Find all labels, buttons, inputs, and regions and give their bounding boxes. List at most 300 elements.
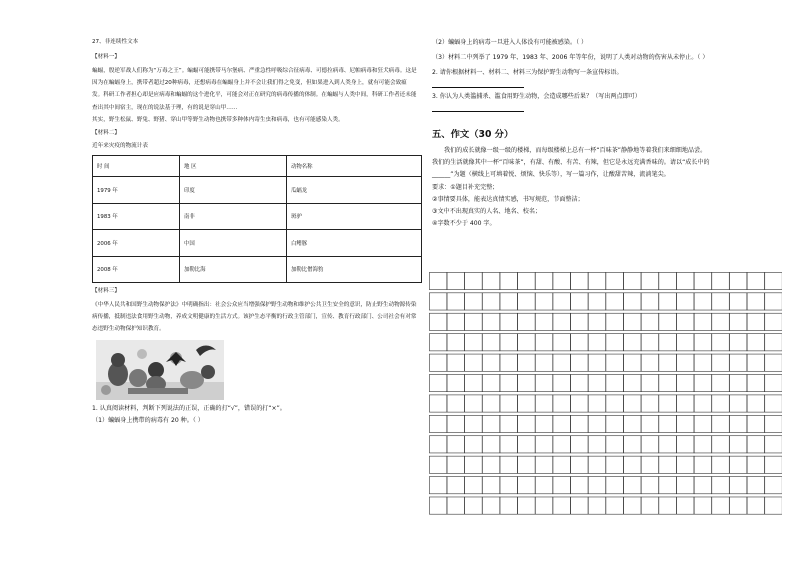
grid-cell[interactable] [729,272,746,289]
grid-cell[interactable] [429,354,446,371]
grid-cell[interactable] [765,374,782,391]
grid-cell[interactable] [712,497,729,514]
grid-cell[interactable] [606,436,623,453]
grid-cell[interactable] [465,334,482,351]
grid-cell[interactable] [641,456,658,473]
grid-cell[interactable] [765,313,782,330]
grid-cell[interactable] [659,374,676,391]
grid-cell[interactable] [518,293,535,310]
grid-cell[interactable] [447,477,464,494]
table-row [93,230,422,257]
grid-cell[interactable] [518,313,535,330]
grid-cell[interactable] [535,293,552,310]
grid-cell[interactable] [624,313,641,330]
table-cell: 斑驴 [287,203,422,230]
grid-cell[interactable] [729,497,746,514]
grid-cell[interactable] [571,497,588,514]
essay-prompt-line-3: ______”为题（横线上可填着悦、烦恼、快乐等），写一篇习作，让酸甜苦辣，流淌笔尖。 [432,171,670,178]
grid-cell[interactable] [765,334,782,351]
grid-cell[interactable] [553,272,570,289]
grid-cell[interactable] [694,395,711,412]
grid-cell[interactable] [694,272,711,289]
grid-cell[interactable] [624,374,641,391]
grid-cell[interactable] [553,313,570,330]
grid-cell[interactable] [535,334,552,351]
grid-cell[interactable] [677,313,694,330]
table-caption: 近年来灾疫的物流计表 [92,143,148,150]
grid-cell[interactable] [729,456,746,473]
grid-cell[interactable] [641,395,658,412]
left-column [92,38,422,425]
grid-cell[interactable] [694,374,711,391]
grid-cell[interactable] [747,272,764,289]
grid-cell[interactable] [447,456,464,473]
table-cell: 1983 年 [93,203,180,230]
grid-cell[interactable] [677,334,694,351]
grid-cell[interactable] [765,395,782,412]
grid-cell[interactable] [482,334,499,351]
grid-cell[interactable] [641,374,658,391]
grid-cell[interactable] [535,456,552,473]
grid-cell[interactable] [571,374,588,391]
grid-cell[interactable] [571,456,588,473]
grid-cell[interactable] [765,272,782,289]
grid-cell[interactable] [747,497,764,514]
grid-cell[interactable] [482,272,499,289]
grid-cell[interactable] [694,456,711,473]
grid-cell[interactable] [482,293,499,310]
grid-cell[interactable] [447,436,464,453]
grid-cell[interactable] [429,272,446,289]
grid-cell[interactable] [677,477,694,494]
table-cell: 瓜蝠龙 [287,177,422,204]
grid-cell[interactable] [553,374,570,391]
grid-cell[interactable] [694,293,711,310]
grid-cell[interactable] [624,354,641,371]
grid-cell[interactable] [694,477,711,494]
grid-cell[interactable] [659,334,676,351]
grid-cell[interactable] [447,272,464,289]
table-header-row [93,156,422,177]
grid-cell[interactable] [712,313,729,330]
grid-row[interactable] [429,313,782,330]
grid-cell[interactable] [729,334,746,351]
grid-cell[interactable] [765,497,782,514]
grid-cell[interactable] [588,272,605,289]
grid-row[interactable] [429,436,782,453]
grid-cell[interactable] [518,272,535,289]
grid-cell[interactable] [712,374,729,391]
grid-cell[interactable] [553,477,570,494]
table-row [93,203,422,230]
grid-cell[interactable] [729,293,746,310]
grid-cell[interactable] [747,477,764,494]
grid-cell[interactable] [447,354,464,371]
grid-cell[interactable] [500,334,517,351]
grid-cell[interactable] [624,293,641,310]
grid-cell[interactable] [677,354,694,371]
grid-cell[interactable] [588,477,605,494]
grid-cell[interactable] [624,436,641,453]
grid-cell[interactable] [518,415,535,432]
grid-cell[interactable] [465,272,482,289]
grid-cell[interactable] [712,436,729,453]
grid-cell[interactable] [659,354,676,371]
grid-cell[interactable] [712,395,729,412]
grid-cell[interactable] [677,456,694,473]
answer-line[interactable] [432,101,524,112]
grid-cell[interactable] [588,456,605,473]
grid-cell[interactable] [571,272,588,289]
table-cell: 南非 [180,203,287,230]
table-row [93,177,422,204]
grid-cell[interactable] [694,415,711,432]
grid-cell[interactable] [500,456,517,473]
grid-cell[interactable] [588,497,605,514]
grid-cell[interactable] [606,293,623,310]
essay-requirement-3: ③文中不出现真实的人名、地名、校名； [432,208,542,215]
grid-cell[interactable] [677,497,694,514]
grid-cell[interactable] [659,477,676,494]
grid-cell[interactable] [482,354,499,371]
grid-cell[interactable] [677,293,694,310]
grid-cell[interactable] [765,293,782,310]
grid-cell[interactable] [712,456,729,473]
grid-cell[interactable] [606,477,623,494]
grid-cell[interactable] [571,436,588,453]
table-cell: 白鳍豚 [287,230,422,257]
grid-cell[interactable] [500,395,517,412]
question-2-prompt: 2. 请你根据材料一、材料二、材料三为保护野生动物写一条宣传标语。 [432,69,623,76]
grid-cell[interactable] [624,415,641,432]
grid-cell[interactable] [553,456,570,473]
grid-row[interactable] [429,477,782,494]
grid-cell[interactable] [729,395,746,412]
grid-cell[interactable] [482,415,499,432]
grid-cell[interactable] [677,374,694,391]
grid-cell[interactable] [535,436,552,453]
grid-cell[interactable] [694,436,711,453]
grid-cell[interactable] [500,415,517,432]
grid-cell[interactable] [429,313,446,330]
grid-cell[interactable] [659,272,676,289]
grid-row[interactable] [429,334,782,351]
grid-cell[interactable] [624,334,641,351]
grid-cell[interactable] [694,497,711,514]
grid-cell[interactable] [694,313,711,330]
grid-cell[interactable] [465,456,482,473]
material-3-label: 【材料三】 [92,288,120,295]
grid-cell[interactable] [535,415,552,432]
question-3-prompt: 3. 你认为人类滥捕杀、滥食用野生动物，会造成哪些后果？（写出两点即可） [432,93,641,100]
grid-row[interactable] [429,354,782,371]
grid-cell[interactable] [606,456,623,473]
grid-cell[interactable] [641,272,658,289]
grid-cell[interactable] [518,395,535,412]
extinction-table [92,155,422,283]
grid-cell[interactable] [447,293,464,310]
grid-cell[interactable] [606,374,623,391]
grid-cell[interactable] [712,477,729,494]
grid-cell[interactable] [535,272,552,289]
grid-row[interactable] [429,497,782,514]
grid-cell[interactable] [535,354,552,371]
grid-cell[interactable] [535,374,552,391]
essay-requirement-4: ④字数不少于 400 字。 [432,220,496,227]
grid-cell[interactable] [729,415,746,432]
table-row [93,256,422,283]
essay-requirement-1: 要求：①题目补充完整； [432,184,499,191]
grid-cell[interactable] [465,374,482,391]
grid-cell[interactable] [765,415,782,432]
grid-cell[interactable] [729,354,746,371]
grid-cell[interactable] [518,436,535,453]
material-1-paragraph: 其实，野生松鼠、野兔、野猪、穿山甲等野生动物也携带多种体内寄生虫和病毒，也有可能感染人类。 [92,116,344,123]
grid-cell[interactable] [482,395,499,412]
grid-cell[interactable] [712,415,729,432]
question-27-title: 27、非连续性文本 [92,39,139,45]
table-cell: 2008 年 [93,256,180,283]
grid-cell[interactable] [465,395,482,412]
grid-cell[interactable] [729,436,746,453]
grid-cell[interactable] [553,354,570,371]
question-1-item-3: （3）材料二中列举了 1979 年、1983 年、2006 年等年份，说明了人类对动物的伤害从未停止。（ ） [432,54,709,61]
grid-row[interactable] [429,456,782,473]
grid-cell[interactable] [765,436,782,453]
grid-cell[interactable] [677,436,694,453]
grid-cell[interactable] [518,497,535,514]
essay-prompt-line-2: 我们的生活就像其中一杯“百味茶”，有甜、有酸、有苦、有辣，但它是永远充满香味的。请以“成长中的 [432,159,710,166]
grid-cell[interactable] [641,354,658,371]
grid-cell[interactable] [465,354,482,371]
grid-cell[interactable] [500,436,517,453]
grid-cell[interactable] [429,334,446,351]
grid-cell[interactable] [571,415,588,432]
grid-cell[interactable] [588,436,605,453]
grid-row[interactable] [429,374,782,391]
grid-cell[interactable] [482,477,499,494]
grid-cell[interactable] [641,436,658,453]
grid-cell[interactable] [518,477,535,494]
grid-cell[interactable] [500,313,517,330]
grid-cell[interactable] [429,436,446,453]
grid-cell[interactable] [535,395,552,412]
table-header-cell: 地 区 [180,156,287,177]
table-header-cell: 动物名称 [287,156,422,177]
grid-cell[interactable] [747,313,764,330]
grid-cell[interactable] [606,415,623,432]
grid-cell[interactable] [553,395,570,412]
grid-cell[interactable] [535,497,552,514]
grid-cell[interactable] [429,456,446,473]
grid-cell[interactable] [747,395,764,412]
grid-cell[interactable] [447,313,464,330]
grid-cell[interactable] [747,456,764,473]
grid-cell[interactable] [624,395,641,412]
table-cell: 加勒比海 [180,256,287,283]
grid-cell[interactable] [571,477,588,494]
grid-cell[interactable] [747,293,764,310]
grid-cell[interactable] [606,313,623,330]
grid-cell[interactable] [659,313,676,330]
grid-cell[interactable] [624,272,641,289]
table-header-cell: 时 间 [93,156,180,177]
material-3-text: 《中华人民共和国野生动物保护法》中明确指出：社会公众应当增强保护野生动物和维护公共卫生安全的意识，防止野生动物源传染病传播，抵制违法食用野生动物，养成文明健康的生活方式。该护生态平衡的行政主管部门，宣传、教育行政部门、公司社会有对常态违野生动物保护知识教育。 [92,302,417,333]
table-cell: 2006 年 [93,230,180,257]
grid-cell[interactable] [677,395,694,412]
grid-cell[interactable] [659,436,676,453]
table-cell: 中国 [180,230,287,257]
grid-cell[interactable] [429,477,446,494]
grid-cell[interactable] [465,497,482,514]
grid-cell[interactable] [641,313,658,330]
grid-cell[interactable] [447,374,464,391]
grid-cell[interactable] [571,313,588,330]
grid-cell[interactable] [712,272,729,289]
grid-cell[interactable] [712,334,729,351]
grid-cell[interactable] [447,497,464,514]
grid-cell[interactable] [500,477,517,494]
grid-cell[interactable] [606,354,623,371]
grid-cell[interactable] [624,456,641,473]
grid-cell[interactable] [588,395,605,412]
grid-cell[interactable] [465,436,482,453]
grid-cell[interactable] [747,415,764,432]
right-column [432,38,768,228]
grid-cell[interactable] [747,374,764,391]
grid-cell[interactable] [747,436,764,453]
grid-cell[interactable] [518,354,535,371]
grid-cell[interactable] [535,477,552,494]
grid-cell[interactable] [518,456,535,473]
grid-cell[interactable] [482,497,499,514]
grid-cell[interactable] [447,395,464,412]
section-5-heading: 五、作文（30 分） [432,129,514,140]
grid-cell[interactable] [518,334,535,351]
composition-grid-lines[interactable] [429,272,782,517]
grid-cell[interactable] [500,354,517,371]
grid-cell[interactable] [624,477,641,494]
composition-grid[interactable] [429,272,782,517]
grid-cell[interactable] [465,477,482,494]
question-1-item-2: （2）蝙蝠身上的病毒一旦进入人体没有可能被感染。（ ） [432,39,588,46]
grid-cell[interactable] [588,374,605,391]
material-1-paragraph: 蝙蝠，殷逆军战人们称为“万毒之王”。蝙蝠可能携带马尔堡病、严重急性呼吸综合征病毒、可德拉病毒、尼帕病毒和狂犬病毒。这是因为在蝙蝠身上，携带者超过20种病毒，还想病毒在蝙蝠身上并不会让我们得之免变，但如果进入到人类身上，就有可能会致瘟发。科研工作者担心却是应病毒和蝙蝠的这个进化平，可能会对正在研究的病毒传播的体制。在蝙蝠与人类中间，科研工作者还未能查出其中间宿主，现在的说法基于理，有的说是穿山甲…… [92,68,417,111]
grid-cell[interactable] [641,293,658,310]
essay-prompt-line-1: 我们的成长就像一级一级的楼梯，而每级楼梯上总有一杯“百味茶”静静地等着我们来细细地品尝。 [444,147,707,154]
grid-cell[interactable] [553,293,570,310]
grid-cell[interactable] [641,497,658,514]
grid-row[interactable] [429,395,782,412]
grid-cell[interactable] [694,334,711,351]
grid-cell[interactable] [429,415,446,432]
grid-cell[interactable] [571,354,588,371]
grid-cell[interactable] [482,374,499,391]
grid-cell[interactable] [482,313,499,330]
grid-cell[interactable] [500,374,517,391]
grid-cell[interactable] [429,497,446,514]
grid-cell[interactable] [429,395,446,412]
grid-cell[interactable] [765,456,782,473]
grid-cell[interactable] [659,415,676,432]
grid-cell[interactable] [729,477,746,494]
grid-cell[interactable] [429,374,446,391]
grid-cell[interactable] [712,293,729,310]
grid-cell[interactable] [641,477,658,494]
grid-cell[interactable] [765,354,782,371]
grid-cell[interactable] [588,354,605,371]
table-cell: 印度 [180,177,287,204]
grid-cell[interactable] [659,497,676,514]
grid-cell[interactable] [482,436,499,453]
grid-cell[interactable] [429,293,446,310]
grid-cell[interactable] [465,415,482,432]
grid-cell[interactable] [465,293,482,310]
grid-cell[interactable] [518,374,535,391]
grid-cell[interactable] [641,334,658,351]
grid-cell[interactable] [588,313,605,330]
grid-cell[interactable] [588,293,605,310]
grid-cell[interactable] [500,272,517,289]
grid-cell[interactable] [606,272,623,289]
grid-cell[interactable] [624,497,641,514]
grid-cell[interactable] [677,415,694,432]
grid-cell[interactable] [553,415,570,432]
grid-cell[interactable] [571,395,588,412]
grid-cell[interactable] [712,354,729,371]
grid-cell[interactable] [606,334,623,351]
question-1-prompt: 1. 认真阅读材料，判断下列说法的正误，正确的打“√”，错误的打“×”。 [92,404,286,412]
material-2-label: 【材料二】 [92,130,120,137]
table-cell: 加勒比僧海豹 [287,256,422,283]
grid-cell[interactable] [482,456,499,473]
grid-cell[interactable] [447,415,464,432]
grid-cell[interactable] [747,354,764,371]
grid-row[interactable] [429,293,782,310]
grid-cell[interactable] [571,334,588,351]
grid-cell[interactable] [553,497,570,514]
grid-cell[interactable] [447,334,464,351]
grid-cell[interactable] [571,293,588,310]
grid-cell[interactable] [553,436,570,453]
grid-cell[interactable] [694,354,711,371]
grid-cell[interactable] [747,334,764,351]
grid-row[interactable] [429,272,782,289]
grid-cell[interactable] [659,293,676,310]
grid-cell[interactable] [641,415,658,432]
grid-cell[interactable] [500,497,517,514]
grid-cell[interactable] [588,415,605,432]
table-cell: 1979 年 [93,177,180,204]
grid-cell[interactable] [606,497,623,514]
grid-cell[interactable] [465,313,482,330]
animals-cartoon-image [96,340,224,400]
grid-cell[interactable] [659,456,676,473]
grid-cell[interactable] [588,334,605,351]
answer-line[interactable] [432,77,524,88]
grid-cell[interactable] [606,395,623,412]
grid-cell[interactable] [659,395,676,412]
grid-cell[interactable] [729,313,746,330]
grid-row[interactable] [429,415,782,432]
grid-cell[interactable] [765,477,782,494]
question-1-item-1: （1）蝙蝠身上携带的病毒有 20 种。（ ） [92,416,204,424]
grid-cell[interactable] [729,374,746,391]
grid-cell[interactable] [500,293,517,310]
grid-cell[interactable] [677,272,694,289]
grid-cell[interactable] [553,334,570,351]
grid-cell[interactable] [535,313,552,330]
